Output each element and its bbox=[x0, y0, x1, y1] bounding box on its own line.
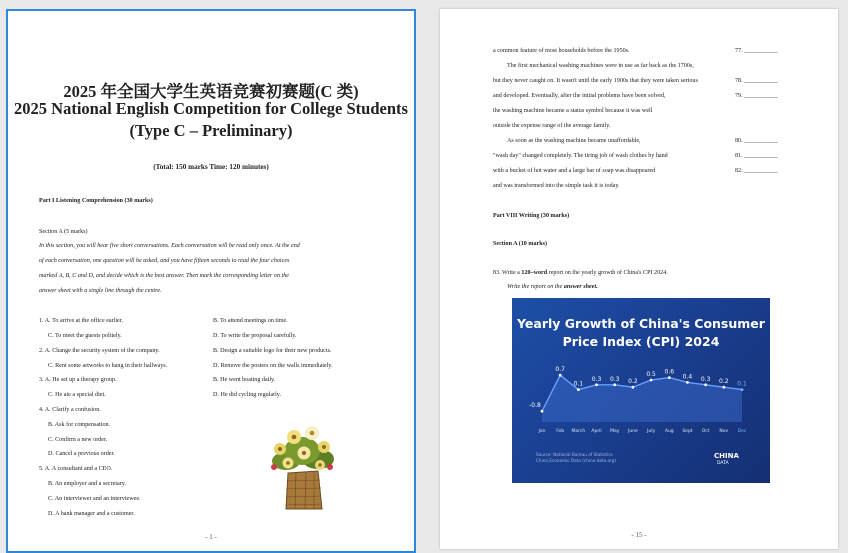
answer-blank-77: 77. ___________ bbox=[735, 48, 778, 54]
chart-source-line: China Economic Data (china-data.org) bbox=[536, 458, 616, 463]
x-tick-label: Jan bbox=[538, 429, 546, 434]
choice-1c: C. To meet the guests politely. bbox=[48, 333, 122, 339]
answer-blank-82: 82. ___________ bbox=[735, 168, 778, 174]
x-tick-label: Sept bbox=[682, 429, 693, 434]
answer-blank-80: 80. ___________ bbox=[735, 138, 778, 144]
choice-4c: C. Confirm a new order. bbox=[48, 437, 108, 443]
passage-line: but they never caught on. It wasn't until the early 1900s that they were taken serious bbox=[493, 78, 698, 84]
x-tick-label: Nov bbox=[719, 429, 729, 434]
data-label: 0.7 bbox=[555, 366, 565, 374]
page-number: - 1 - bbox=[205, 533, 217, 541]
document-page-1 bbox=[6, 9, 416, 553]
passage-line: and was transformed into the simple task it is today. bbox=[493, 183, 620, 189]
data-point bbox=[704, 383, 707, 386]
chart-source-line: Source: National Bureau of Statistics bbox=[536, 452, 613, 457]
part-heading: Part I Listening Comprehension (30 marks) bbox=[39, 198, 153, 204]
x-tick-label: Aug bbox=[664, 429, 674, 434]
x-tick-label: Oct bbox=[701, 429, 710, 434]
flower-basket-image bbox=[266, 421, 338, 511]
answer-blank-79: 79. ___________ bbox=[735, 93, 778, 99]
data-label: 0.5 bbox=[646, 371, 656, 378]
instruction-line: marked A, B, C and D, and decide which is the best answer. Then mark the corresponding letter on the bbox=[39, 273, 289, 279]
answer-blank-81: 81. ___________ bbox=[735, 153, 778, 159]
choice-5d: D. A bank manager and a customer. bbox=[48, 511, 135, 517]
question-83: 83. Write a 120–word report on the yearly growth of China's CPI 2024. bbox=[493, 270, 668, 276]
answer-blank-78: 78. ___________ bbox=[735, 78, 778, 84]
page-number: - 15 - bbox=[631, 531, 647, 539]
choice-2b: B. Design a suitable logo for their new products. bbox=[213, 348, 332, 354]
passage-line: the washing machine became a status symbol because it was well bbox=[493, 108, 653, 114]
data-point bbox=[559, 374, 562, 377]
data-point bbox=[613, 383, 616, 386]
passage-line: "wash day" changed completely. The tiring job of wash clothes by hand bbox=[493, 153, 668, 159]
series-area bbox=[542, 375, 742, 422]
data-label: 0.6 bbox=[664, 368, 675, 376]
data-point bbox=[632, 386, 635, 389]
choice-2d: D. Remove the posters on the walls immediately. bbox=[213, 363, 333, 369]
choice-5c: C. An interviewer and an interviewee. bbox=[48, 496, 141, 502]
passage-line: As soon as the washing machine became unaffordable, bbox=[507, 138, 641, 144]
part-heading: Part VIII Writing (30 marks) bbox=[493, 213, 570, 219]
choice-2c: C. Rent some artworks to hang in their hallways. bbox=[48, 363, 168, 369]
data-point bbox=[722, 386, 725, 389]
section-heading: Section A (5 marks) bbox=[39, 229, 88, 235]
choice-1d: D. To write the proposal carefully. bbox=[213, 333, 297, 339]
data-label: 0.2 bbox=[719, 378, 729, 386]
data-point bbox=[741, 388, 744, 391]
section-heading: Section A (10 marks) bbox=[493, 241, 547, 247]
x-tick-label: Dec bbox=[737, 429, 747, 434]
choice-1b: B. To attend meetings on time. bbox=[213, 318, 288, 324]
title-chinese: 2025 年全国大学生英语竞赛初赛题(C 类) bbox=[63, 82, 359, 101]
chart-title-line2: Price Index (CPI) 2024 bbox=[562, 334, 720, 349]
choice-3a: 3. A. He set up a therapy group. bbox=[39, 377, 117, 383]
passage-line: The first mechanical washing machines were in use as far back as the 1700s, bbox=[507, 63, 694, 69]
choice-3c: C. He ate a special diet. bbox=[48, 392, 106, 398]
passage-line: outside the expense range of the average family. bbox=[493, 123, 611, 129]
choice-4d: D. Cancel a previous order. bbox=[48, 451, 115, 457]
data-label: -0.8 bbox=[529, 402, 541, 410]
choice-3b: B. He went boating daily. bbox=[213, 377, 276, 383]
china-data-logo-sub: DATA bbox=[717, 461, 729, 466]
x-tick-label: March bbox=[571, 429, 586, 434]
data-point bbox=[595, 383, 598, 386]
choice-2a: 2. A. Change the security system of the company. bbox=[39, 348, 160, 354]
title-english: 2025 National English Competition for College Students bbox=[14, 99, 408, 118]
choice-4a: 4. A. Clarify a confusion. bbox=[39, 407, 101, 413]
total-marks: (Total: 150 marks Time: 120 minutes) bbox=[153, 163, 269, 171]
china-data-logo: CHINA bbox=[714, 452, 739, 460]
x-tick-label: Feb bbox=[556, 429, 565, 434]
data-label: 0.3 bbox=[609, 375, 620, 383]
data-point bbox=[686, 381, 689, 384]
data-point bbox=[577, 388, 580, 391]
passage-line: a common feature of most households before the 1950s. bbox=[493, 48, 630, 54]
choice-5b: B. An employer and a secretary. bbox=[48, 481, 126, 487]
data-label: 0.2 bbox=[628, 378, 638, 386]
passage-line: and developed. Eventually, after the initial problems have been solved, bbox=[493, 93, 666, 99]
data-label: 0.1 bbox=[737, 380, 747, 388]
data-label: 0.1 bbox=[573, 380, 584, 388]
x-tick-label: July bbox=[647, 429, 656, 434]
choice-3d: D. He did cycling regularly. bbox=[213, 392, 281, 398]
choice-4b: B. Ask for compensation. bbox=[48, 422, 111, 428]
document-page-15 bbox=[440, 9, 838, 549]
data-label: 0.3 bbox=[700, 375, 711, 383]
data-point bbox=[541, 410, 544, 413]
data-label: 0.4 bbox=[682, 373, 693, 381]
cpi-chart-card bbox=[512, 298, 770, 483]
write-instruction: Write the report on the answer sheet. bbox=[507, 284, 598, 290]
passage-line: with a bucket of hot water and a large bar of soap was disappeared bbox=[493, 168, 656, 174]
chart-title-line1: Yearly Growth of China's Consumer bbox=[517, 316, 765, 331]
choice-5a: 5. A. A consultant and a CEO. bbox=[39, 466, 113, 472]
data-point bbox=[650, 379, 653, 382]
x-tick-label: June bbox=[628, 429, 638, 434]
instruction-line: In this section, you will hear five short conversations. Each conversation will be read only once. At the end bbox=[39, 243, 300, 249]
x-tick-label: May bbox=[610, 429, 620, 434]
title-type: (Type C – Preliminary) bbox=[129, 121, 293, 140]
data-label: 0.3 bbox=[591, 375, 602, 383]
data-point bbox=[668, 376, 671, 379]
instruction-line: of each conversation, one question will be asked, and you have fifteen seconds to read the four choices bbox=[39, 258, 290, 264]
instruction-line: answer sheet with a single line through the centre. bbox=[39, 288, 162, 294]
x-tick-label: April bbox=[591, 429, 602, 434]
choice-1a: 1. A. To arrive at the office earlier. bbox=[39, 318, 123, 324]
